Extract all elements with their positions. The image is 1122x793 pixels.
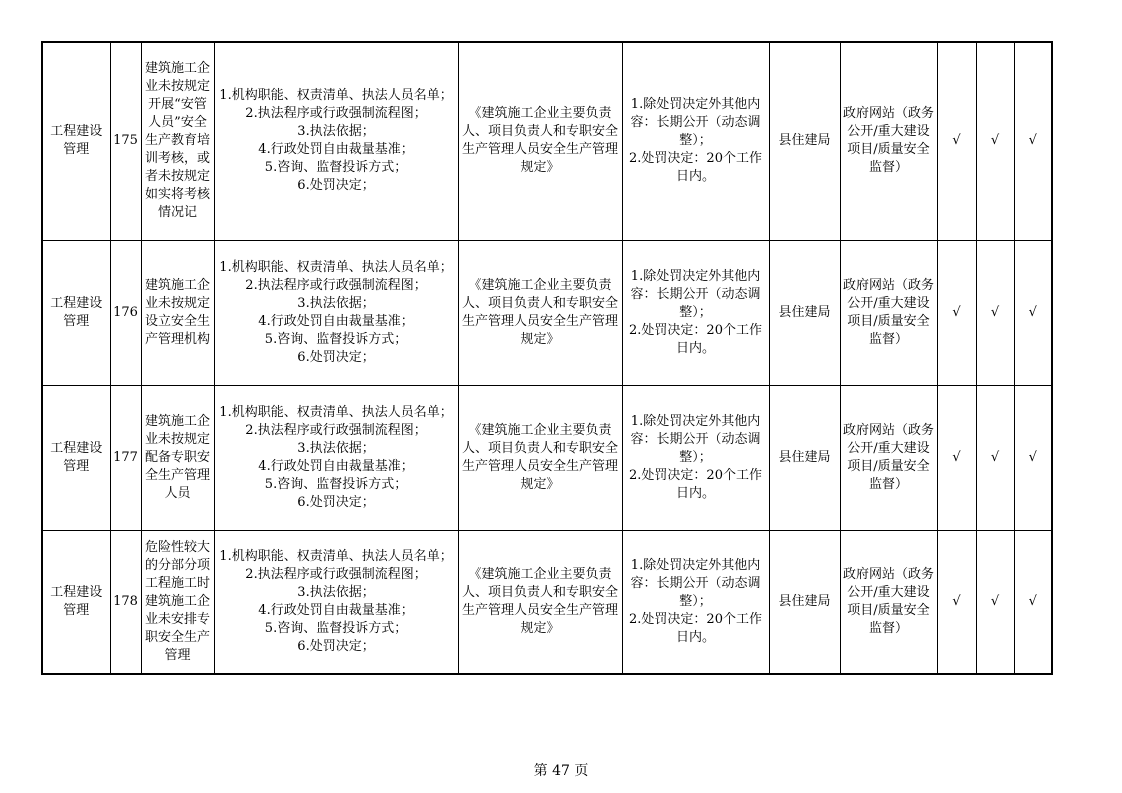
category-cell: 工程建设管理 — [42, 42, 110, 240]
check-cell: √ — [937, 240, 976, 385]
content-line: 6.处罚决定； — [297, 349, 375, 365]
basis-cell: 《建筑施工企业主要负责人、项目负责人和专职安全生产管理人员安全生产管理规定》 — [458, 42, 622, 240]
content-line: 1.机构职能、权责清单、执法人员名单； — [219, 404, 453, 420]
content-line: 2.执法程序或行政强制流程图； — [245, 106, 427, 122]
agency-cell: 县住建局 — [769, 240, 840, 385]
table-row — [42, 530, 1052, 674]
category-cell: 工程建设管理 — [42, 385, 110, 530]
timeline-line: 2.处罚决定：20个工作日内。 — [629, 322, 762, 356]
timeline-cell — [622, 530, 769, 674]
timeline-line: 1.除处罚决定外其他内容：长期公开（动态调整）； — [630, 97, 761, 149]
number-cell: 176 — [110, 240, 141, 385]
item-cell: 危险性较大的分部分项工程施工时建筑施工企业未安排专职安全生产管理 — [141, 530, 214, 674]
check-cell: √ — [1014, 530, 1052, 674]
content-cell — [214, 42, 458, 240]
channel-cell: 政府网站（政务公开/重大建设项目/质量安全监督） — [840, 240, 937, 385]
number-cell: 175 — [110, 42, 141, 240]
disclosure-table — [41, 41, 1053, 675]
content-line: 5.咨询、监督投诉方式； — [264, 476, 408, 492]
table-row — [42, 42, 1052, 240]
channel-cell: 政府网站（政务公开/重大建设项目/质量安全监督） — [840, 42, 937, 240]
content-line: 6.处罚决定； — [297, 638, 375, 654]
timeline-cell — [622, 385, 769, 530]
number-cell: 178 — [110, 530, 141, 674]
content-line: 1.机构职能、权责清单、执法人员名单； — [219, 548, 453, 564]
timeline-line: 2.处罚决定：20个工作日内。 — [629, 467, 762, 501]
timeline-line: 1.除处罚决定外其他内容：长期公开（动态调整）； — [630, 413, 761, 465]
content-line: 2.执法程序或行政强制流程图； — [245, 422, 427, 438]
content-line: 1.机构职能、权责清单、执法人员名单； — [219, 88, 453, 104]
item-cell: 建筑施工企业未按规定设立安全生产管理机构 — [141, 240, 214, 385]
number-cell: 177 — [110, 385, 141, 530]
content-line: 3.执法依据； — [297, 124, 375, 140]
content-line: 4.行政处罚自由裁量基准； — [258, 458, 414, 474]
check-cell: √ — [1014, 385, 1052, 530]
channel-cell: 政府网站（政务公开/重大建设项目/质量安全监督） — [840, 530, 937, 674]
basis-cell: 《建筑施工企业主要负责人、项目负责人和专职安全生产管理人员安全生产管理规定》 — [458, 240, 622, 385]
timeline-line: 2.处罚决定：20个工作日内。 — [629, 611, 762, 645]
content-line: 3.执法依据； — [297, 440, 375, 456]
content-line: 1.机构职能、权责清单、执法人员名单； — [219, 259, 453, 275]
content-line: 6.处罚决定； — [297, 178, 375, 194]
item-cell: 建筑施工企业未按规定开展“安管人员”安全生产教育培训考核，或者未按规定如实将考核情况记 — [141, 42, 214, 240]
category-cell: 工程建设管理 — [42, 530, 110, 674]
content-line: 3.执法依据； — [297, 584, 375, 600]
content-line: 4.行政处罚自由裁量基准； — [258, 313, 414, 329]
content-line: 2.执法程序或行政强制流程图； — [245, 277, 427, 293]
check-cell: √ — [937, 530, 976, 674]
table-row — [42, 240, 1052, 385]
check-cell: √ — [937, 385, 976, 530]
basis-cell: 《建筑施工企业主要负责人、项目负责人和专职安全生产管理人员安全生产管理规定》 — [458, 530, 622, 674]
agency-cell: 县住建局 — [769, 385, 840, 530]
check-cell: √ — [1014, 240, 1052, 385]
check-cell: √ — [1014, 42, 1052, 240]
check-cell: √ — [976, 530, 1014, 674]
check-cell: √ — [937, 42, 976, 240]
content-cell — [214, 240, 458, 385]
basis-cell: 《建筑施工企业主要负责人、项目负责人和专职安全生产管理人员安全生产管理规定》 — [458, 385, 622, 530]
check-cell: √ — [976, 42, 1014, 240]
content-line: 4.行政处罚自由裁量基准； — [258, 142, 414, 158]
agency-cell: 县住建局 — [769, 42, 840, 240]
content-line: 5.咨询、监督投诉方式； — [264, 160, 408, 176]
content-line: 4.行政处罚自由裁量基准； — [258, 602, 414, 618]
item-cell: 建筑施工企业未按规定配备专职安全生产管理人员 — [141, 385, 214, 530]
content-line: 3.执法依据； — [297, 295, 375, 311]
channel-cell: 政府网站（政务公开/重大建设项目/质量安全监督） — [840, 385, 937, 530]
check-cell: √ — [976, 385, 1014, 530]
timeline-line: 1.除处罚决定外其他内容：长期公开（动态调整）； — [630, 268, 761, 320]
timeline-line: 2.处罚决定：20个工作日内。 — [629, 151, 762, 185]
content-line: 5.咨询、监督投诉方式； — [264, 620, 408, 636]
content-line: 2.执法程序或行政强制流程图； — [245, 566, 427, 582]
content-line: 5.咨询、监督投诉方式； — [264, 331, 408, 347]
content-cell — [214, 530, 458, 674]
page-number: 第 47 页 — [533, 763, 589, 779]
timeline-cell — [622, 240, 769, 385]
table-row — [42, 385, 1052, 530]
content-cell — [214, 385, 458, 530]
timeline-line: 1.除处罚决定外其他内容：长期公开（动态调整）； — [630, 557, 761, 609]
category-cell: 工程建设管理 — [42, 240, 110, 385]
timeline-cell — [622, 42, 769, 240]
content-line: 6.处罚决定； — [297, 494, 375, 510]
check-cell: √ — [976, 240, 1014, 385]
agency-cell: 县住建局 — [769, 530, 840, 674]
